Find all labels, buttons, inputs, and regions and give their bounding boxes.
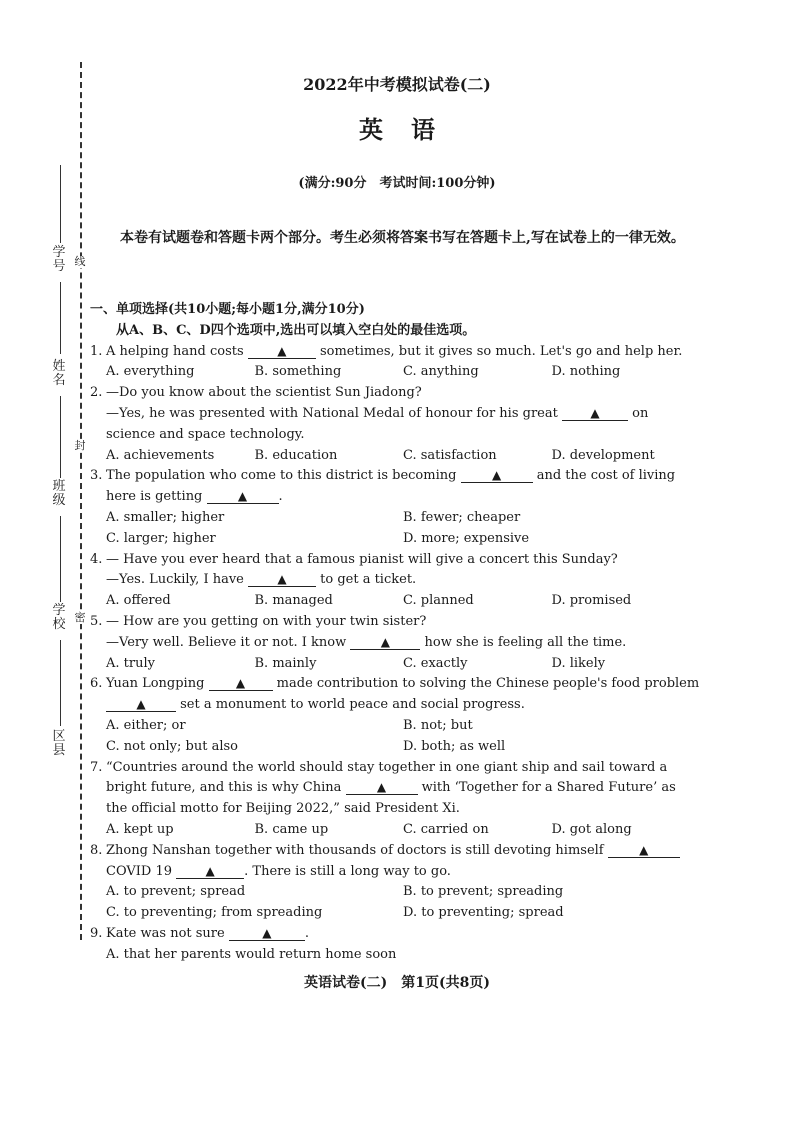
- question-6: [90, 674, 700, 757]
- question-8: [90, 841, 700, 924]
- question-stem: — How are you getting on with your twin sister?: [106, 613, 427, 629]
- option-c: C. carried on: [403, 821, 489, 837]
- option-b: B. fewer; cheaper: [403, 509, 521, 525]
- fill-line-school: [60, 516, 61, 602]
- question-number: 8.: [90, 842, 103, 858]
- option-a: A. everything: [106, 364, 195, 380]
- option-a: A. offered: [106, 593, 171, 609]
- options: [90, 362, 700, 383]
- question-stem: The population who come to this district is becoming ▲ and the cost of living here is getting ▲ .: [106, 468, 676, 505]
- question-number: 4.: [90, 551, 103, 567]
- answer-blank: ▲: [229, 926, 305, 941]
- mark-secret: 密: [72, 612, 88, 624]
- option-c: C. to preventing; from spreading: [106, 905, 323, 921]
- question-stem: Zhong Nanshan together with thousands of doctors is still devoting himself ▲ COVID 19 ▲ . There is still a long way to go.: [106, 841, 700, 883]
- option-a: A. that her parents would return home soon: [106, 946, 397, 962]
- question-number: 1.: [90, 343, 103, 359]
- question-1: [90, 342, 700, 384]
- question-section: [90, 300, 700, 966]
- options: [90, 820, 700, 841]
- answer-blank: ▲: [209, 676, 273, 691]
- options: [90, 591, 700, 612]
- option-d: D. more; expensive: [403, 530, 530, 546]
- fill-line-name: [60, 282, 61, 354]
- answer-blank: ▲: [176, 864, 244, 879]
- option-a: A. smaller; higher: [106, 509, 225, 525]
- option-c: C. exactly: [403, 655, 468, 671]
- question-number: 5.: [90, 613, 103, 629]
- option-c: C. not only; but also: [106, 738, 238, 754]
- option-b: B. came up: [254, 821, 329, 837]
- question-5: [90, 612, 700, 674]
- options: [90, 508, 700, 550]
- answer-blank: ▲: [461, 468, 533, 483]
- question-stem: A helping hand costs ▲ sometimes, but it gives so much. Let's go and help her.: [106, 343, 683, 359]
- option-d: D. development: [551, 447, 655, 463]
- option-d: D. to preventing; spread: [403, 905, 564, 921]
- question-stem: Yuan Longping ▲ made contribution to solving the Chinese people's food problem ▲ set a monument to world peace and social progress.: [106, 676, 700, 713]
- answer-blank: ▲: [248, 572, 316, 587]
- answer-blank: ▲: [106, 697, 176, 712]
- label-student-id: 学号: [52, 245, 66, 274]
- label-class: 班级: [52, 479, 66, 508]
- question-3: [90, 466, 700, 549]
- options: [90, 882, 700, 924]
- option-b: B. to prevent; spreading: [403, 884, 564, 900]
- question-number: 3.: [90, 468, 103, 484]
- options: [90, 446, 700, 467]
- answer-blank: ▲: [346, 780, 418, 795]
- question-7: [90, 758, 700, 841]
- option-b: B. mainly: [254, 655, 317, 671]
- question-number: 6.: [90, 676, 103, 692]
- fill-line-class: [60, 396, 61, 478]
- option-a: A. either; or: [106, 717, 186, 733]
- option-a: A. truly: [106, 655, 155, 671]
- option-a: A. kept up: [106, 821, 174, 837]
- answer-blank: ▲: [562, 406, 628, 421]
- option-a: A. to prevent; spread: [106, 884, 246, 900]
- label-name: 姓名: [52, 359, 66, 388]
- answer-blank: ▲: [608, 843, 680, 858]
- binding-margin: [0, 0, 100, 1000]
- notice: 本卷有试题卷和答题卡两个部分。考生必须将答案书写在答题卡上,写在试卷上的一律无效。: [120, 230, 685, 246]
- option-c: C. planned: [403, 593, 474, 609]
- section-instruction: 从A、B、C、D四个选项中,选出可以填入空白处的最佳选项。: [116, 322, 476, 338]
- option-d: D. promised: [551, 593, 632, 609]
- question-9: [90, 924, 700, 966]
- option-b: B. education: [254, 447, 338, 463]
- fill-line-district: [60, 640, 61, 726]
- subject-title: 英语: [359, 115, 463, 144]
- option-a: A. achievements: [106, 447, 215, 463]
- question-stem: — Have you ever heard that a famous pianist will give a concert this Sunday?: [106, 551, 618, 567]
- question-4: [90, 550, 700, 612]
- question-reply: —Very well. Believe it or not. I know ▲ how she is feeling all the time.: [106, 634, 627, 650]
- option-b: B. something: [254, 364, 342, 380]
- options: [90, 654, 700, 675]
- question-stem: Kate was not sure ▲ .: [106, 925, 309, 941]
- exam-info: (满分:90分 考试时间:100分钟): [298, 176, 496, 191]
- question-reply: —Yes. Luckily, I have ▲ to get a ticket.: [106, 572, 417, 588]
- question-number: 7.: [90, 759, 103, 775]
- mark-line: 线: [72, 256, 88, 268]
- option-d: D. likely: [551, 655, 606, 671]
- answer-blank: ▲: [350, 635, 420, 650]
- page-footer: 英语试卷(二) 第1页(共8页): [304, 975, 490, 991]
- option-d: D. nothing: [551, 364, 621, 380]
- option-d: D. got along: [551, 821, 632, 837]
- options: [90, 716, 700, 758]
- cut-line: [80, 62, 82, 940]
- question-stem: —Do you know about the scientist Sun Jiadong?: [106, 385, 422, 401]
- answer-blank: ▲: [207, 489, 279, 504]
- option-d: D. both; as well: [403, 738, 506, 754]
- question-number: 2.: [90, 385, 103, 401]
- question-number: 9.: [90, 925, 103, 941]
- option-b: B. managed: [254, 593, 333, 609]
- answer-blank: ▲: [248, 344, 316, 359]
- exam-title: 2022年中考模拟试卷(二): [303, 75, 491, 94]
- question-reply: —Yes, he was presented with National Medal of honour for his great ▲ on science and space technology.: [106, 405, 649, 442]
- label-school: 学校: [52, 603, 66, 632]
- section-title: 一、单项选择(共10小题;每小题1分,满分10分): [90, 302, 365, 317]
- option-c: C. larger; higher: [106, 530, 216, 546]
- option-b: B. not; but: [403, 717, 473, 733]
- option-c: C. satisfaction: [403, 447, 497, 463]
- option-c: C. anything: [403, 364, 479, 380]
- label-district: 区县: [52, 729, 66, 758]
- question-2: [90, 383, 700, 466]
- mark-seal: 封: [72, 440, 88, 452]
- question-stem: “Countries around the world should stay together in one giant ship and sail toward a bright future, and this is why China ▲ with ‘Together for a Shared Future’ as the official motto for Beijing 2022,” said President Xi.: [106, 759, 676, 817]
